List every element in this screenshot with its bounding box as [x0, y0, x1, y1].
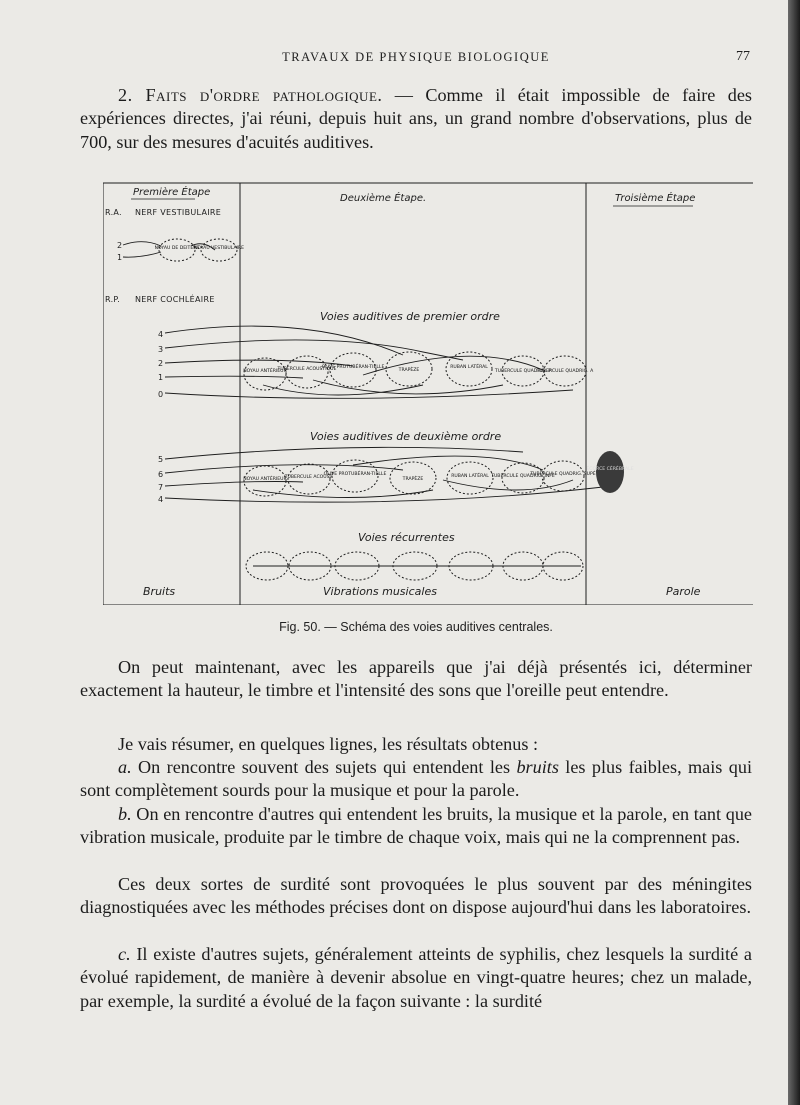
item-b-text: On en rencontre d'autres qui entendent les bruits, la musique et la parole, en tant que vibration musicale, produite par le timbre de chaque voix, mais qui ne la comprennent pas.	[80, 804, 752, 848]
p2-num-4: 4	[158, 495, 164, 504]
running-title: TRAVAUX DE PHYSIQUE BIOLOGIQUE	[282, 50, 550, 64]
vest-num-1: 1	[117, 253, 123, 262]
p1-nucleus-6-label: TUBERCULE QUADRIG. P	[494, 369, 552, 374]
nerve-cochlear-label: NERF COCHLÉAIRE	[135, 295, 215, 304]
p1-nucleus-3	[330, 353, 376, 387]
stage1-title: Première Étape	[133, 187, 211, 198]
p2-num-5: 5	[158, 455, 164, 464]
item-a-text-end: les plus faibles, mais qui sont complètement sourds pour la musique et pour la parole.	[80, 757, 752, 801]
item-a-text-start: On rencontre souvent des sujets qui entendent les	[131, 757, 517, 777]
item-a-marker: a.	[118, 757, 132, 777]
p2-nucleus-4-label: TRAPÈZE	[402, 477, 424, 482]
noyau-deiters-label: NOYAU DE DEITERS	[154, 246, 200, 251]
item-c-text: Il existe d'autres sujets, généralement atteints de syphilis, chez lesquels la surdité a évolué rapidement, de manière à devenir absolue en vingt-quatre heures; chez un malade, par exemple, la surdité a évolué de la façon suivante : la surdité	[80, 944, 752, 1011]
p1-nucleus-5-label: RUBAN LATÉRAL	[450, 365, 488, 370]
p1-num-4: 4	[158, 330, 164, 339]
voies-premier-ordre-title: Voies auditives de premier ordre	[320, 310, 500, 323]
body-paragraph-a	[80, 756, 752, 803]
rp-label: R.P.	[105, 295, 121, 304]
voies-recurrentes-title: Voies récurrentes	[358, 531, 455, 544]
body-paragraph-c	[80, 943, 752, 1013]
body-paragraph-1: On peut maintenant, avec les appareils que j'ai déjà présentés ici, déterminer exactement la hauteur, le timbre et l'intensité des sons que l'oreille peut entendre.	[80, 657, 752, 701]
page-number: 77	[736, 49, 750, 64]
p2-nucleus-1-label: NOYAU ANTÉRIEUR	[243, 477, 287, 482]
nerve-vestibular-label: NERF VESTIBULAIRE	[135, 208, 222, 217]
ecorce-cerebrale-label: ÉCORCE CÉRÉBRALE	[586, 467, 634, 472]
figure-caption: Fig. 50. — Schéma des voies auditives centrales.	[279, 620, 553, 634]
item-b-marker: b.	[118, 804, 132, 824]
section-intro: — Comme il était impossible de faire des expériences directes, j'ai réuni, depuis huit ans, un grand nombre d'observations, plus de 700, sur des mesures d'acuités auditives.	[80, 85, 752, 152]
body-paragraph-2: Je vais résumer, en quelques lignes, les résultats obtenus :	[118, 734, 539, 754]
p2-nucleus-7-label: TUBERCULE QUADRIG. SUPÉ	[530, 472, 596, 477]
p2-num-6: 6	[158, 470, 164, 479]
vibrations-label: Vibrations musicales	[323, 585, 437, 598]
book-binding-edge	[788, 0, 800, 1105]
body-paragraph-b	[80, 803, 752, 850]
ra-label: R.A.	[105, 208, 122, 217]
section-paragraph	[80, 84, 752, 154]
p1-num-2: 2	[158, 359, 164, 368]
p1-num-0: 0	[158, 390, 164, 399]
second-order-nuclei	[243, 460, 596, 496]
stage2-title: Deuxième Étape.	[340, 193, 427, 204]
section-heading: 2. Faits d'ordre pathologique.	[118, 85, 383, 105]
item-a-emphasis: bruits	[516, 757, 559, 777]
stage3-title: Troisième Étape	[615, 193, 696, 204]
first-order-nuclei	[243, 352, 594, 390]
noyau-vestibulaire-label: NOYAU VESTIBULAIRE	[193, 246, 245, 251]
vest-num-2: 2	[117, 241, 123, 250]
p1-nucleus-3-label: OLIVE PROTUBÉRAN-TIELLE	[321, 365, 385, 370]
figure-50	[103, 180, 753, 605]
voies-deuxieme-ordre-title: Voies auditives de deuxième ordre	[310, 430, 502, 443]
item-c-marker: c.	[118, 944, 131, 964]
first-order-fibers	[165, 326, 573, 398]
bruits-label: Bruits	[143, 585, 176, 598]
p2-num-7: 7	[158, 483, 164, 492]
p1-nucleus-7-label: TUBERCULE QUADRIG. A	[536, 369, 594, 374]
p1-nucleus-1-label: NOYAU ANTÉRIEUR	[243, 369, 287, 374]
p1-num-1: 1	[158, 373, 164, 382]
p2-nucleus-2-label: TUBERCULE ACOUST.	[284, 475, 334, 480]
ecorce-cerebrale-blob	[596, 451, 624, 493]
running-head	[80, 50, 752, 70]
p2-nucleus-3-label: OLIVE PROTUBÉRAN-TIELLE	[323, 472, 387, 477]
p1-num-3: 3	[158, 345, 164, 354]
p2-nucleus-6-label: TUBERCULE QUADRIG. INFÉ	[491, 474, 555, 479]
p1-nucleus-2-label: TUBERCULE ACOUSTIQUE	[277, 367, 337, 372]
parole-label: Parole	[666, 585, 701, 598]
body-paragraph-3: Ces deux sortes de surdité sont provoquées le plus souvent par des méningites diagnostiquées avec les méthodes précises dont on dispose aujourd'hui dans les laboratoires.	[80, 874, 752, 918]
auditory-pathway-diagram	[103, 180, 753, 605]
p1-nucleus-4-label: TRAPÈZE	[398, 368, 420, 373]
p2-nucleus-5-label: RUBAN LATÉRAL	[451, 474, 489, 479]
